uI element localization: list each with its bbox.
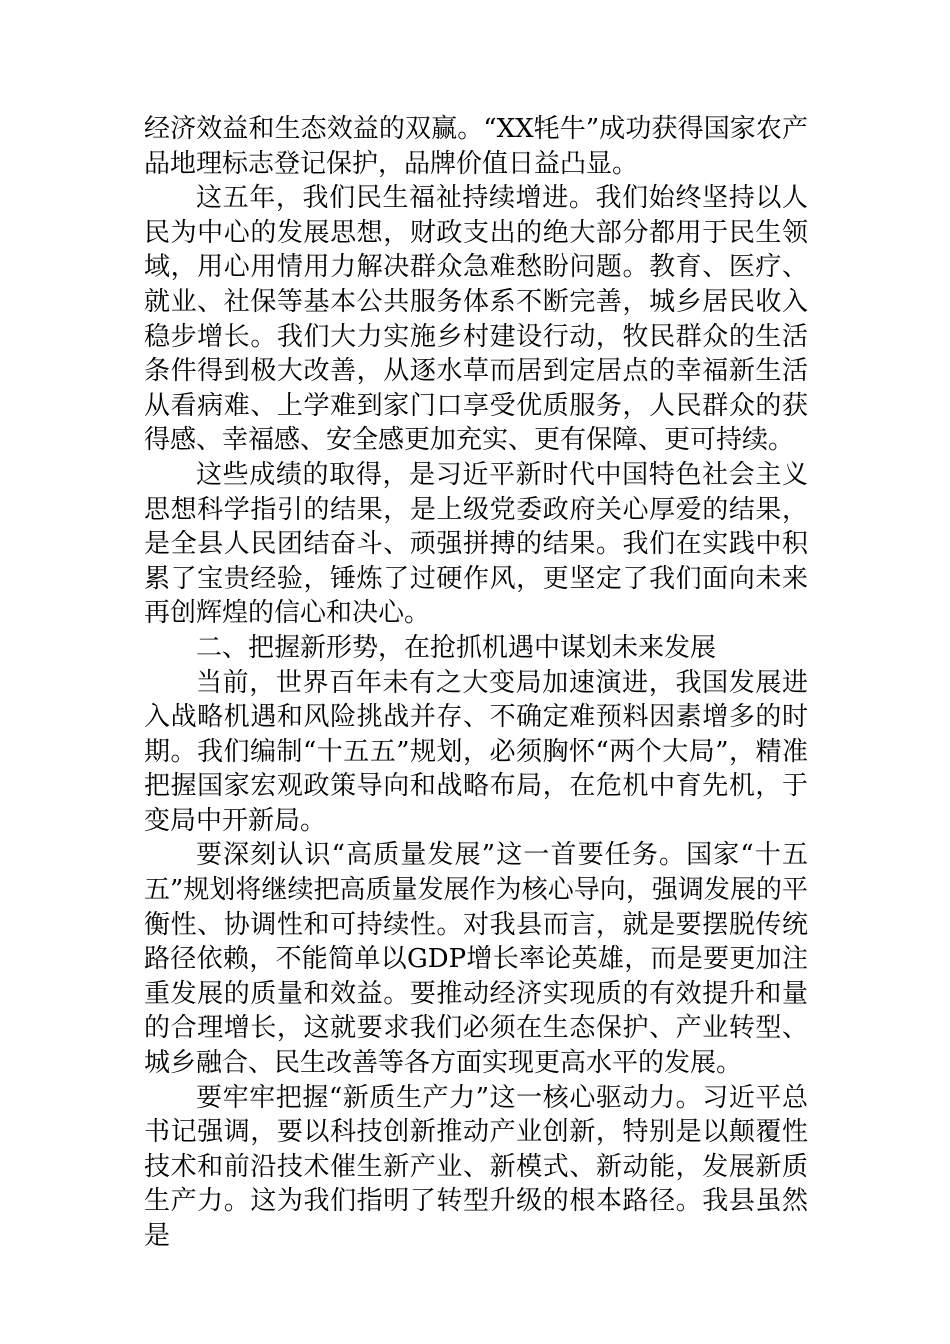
document-page — [144, 112, 808, 1254]
section-heading-new-situation: 二、把握新形势，在抢抓机遇中谋划未来发展 — [196, 632, 717, 663]
paragraph-achievements: 这些成绩的取得，是习近平新时代中国特色社会主义思想科学指引的结果，是上级党委政府关心厚爱的结果，是全县人民团结奋斗、顽强拼搏的结果。我们在实践中积累了宝贵经验，锤炼了过硬作风，更坚定了我们面向未来再创辉煌的信心和决心。 — [144, 459, 808, 629]
paragraph-high-quality-development: 要深刻认识“高质量发展”这一首要任务。国家“十五五”规划将继续把高质量发展作为核心导向，强调发展的平衡性、协调性和可持续性。对我县而言，就是要摆脱传统路径依赖，不能简单以GDP增长率论英雄，而是要更加注重发展的质量和效益。要推动经济实现质的有效提升和量的合理增长，这就要求我们必须在生态保护、产业转型、城乡融合、民生改善等各方面实现更高水平的发展。 — [144, 840, 808, 1079]
paragraph-new-productivity: 要牢牢把握“新质生产力”这一核心驱动力。习近平总书记强调，要以科技创新推动产业创新，特别是以颠覆性技术和前沿技术催生新产业、新模式、新动能，发展新质生产力。这为我们指明了转型升级的根本路径。我县虽然是 — [144, 1082, 808, 1251]
paragraph-current-situation: 当前，世界百年未有之大变局加速演进，我国发展进入战略机遇和风险挑战并存、不确定难预料因素增多的时期。我们编制“十五五”规划，必须胸怀“两个大局”，精准把握国家宏观政策导向和战略布局，在危机中育先机，于变局中开新局。 — [144, 667, 808, 836]
paragraph-livelihood: 这五年，我们民生福祉持续增进。我们始终坚持以人民为中心的发展思想，财政支出的绝大部分都用于民生领域，用心用情用力解决群众急难愁盼问题。教育、医疗、就业、社保等基本公共服务体系不断完善，城乡居民收入稳步增长。我们大力实施乡村建设行动，牧民群众的生活条件得到极大改善，从逐水草而居到定居点的幸福新生活从看病难、上学难到家门口享受优质服务，人民群众的获得感、幸福感、安全感更加充实、更有保障、更可持续。 — [144, 183, 808, 456]
paragraph-ecology-benefit: 经济效益和生态效益的双赢。“XX牦牛”成功获得国家农产品地理标志登记保护，品牌价值日益凸显。 — [144, 114, 808, 179]
